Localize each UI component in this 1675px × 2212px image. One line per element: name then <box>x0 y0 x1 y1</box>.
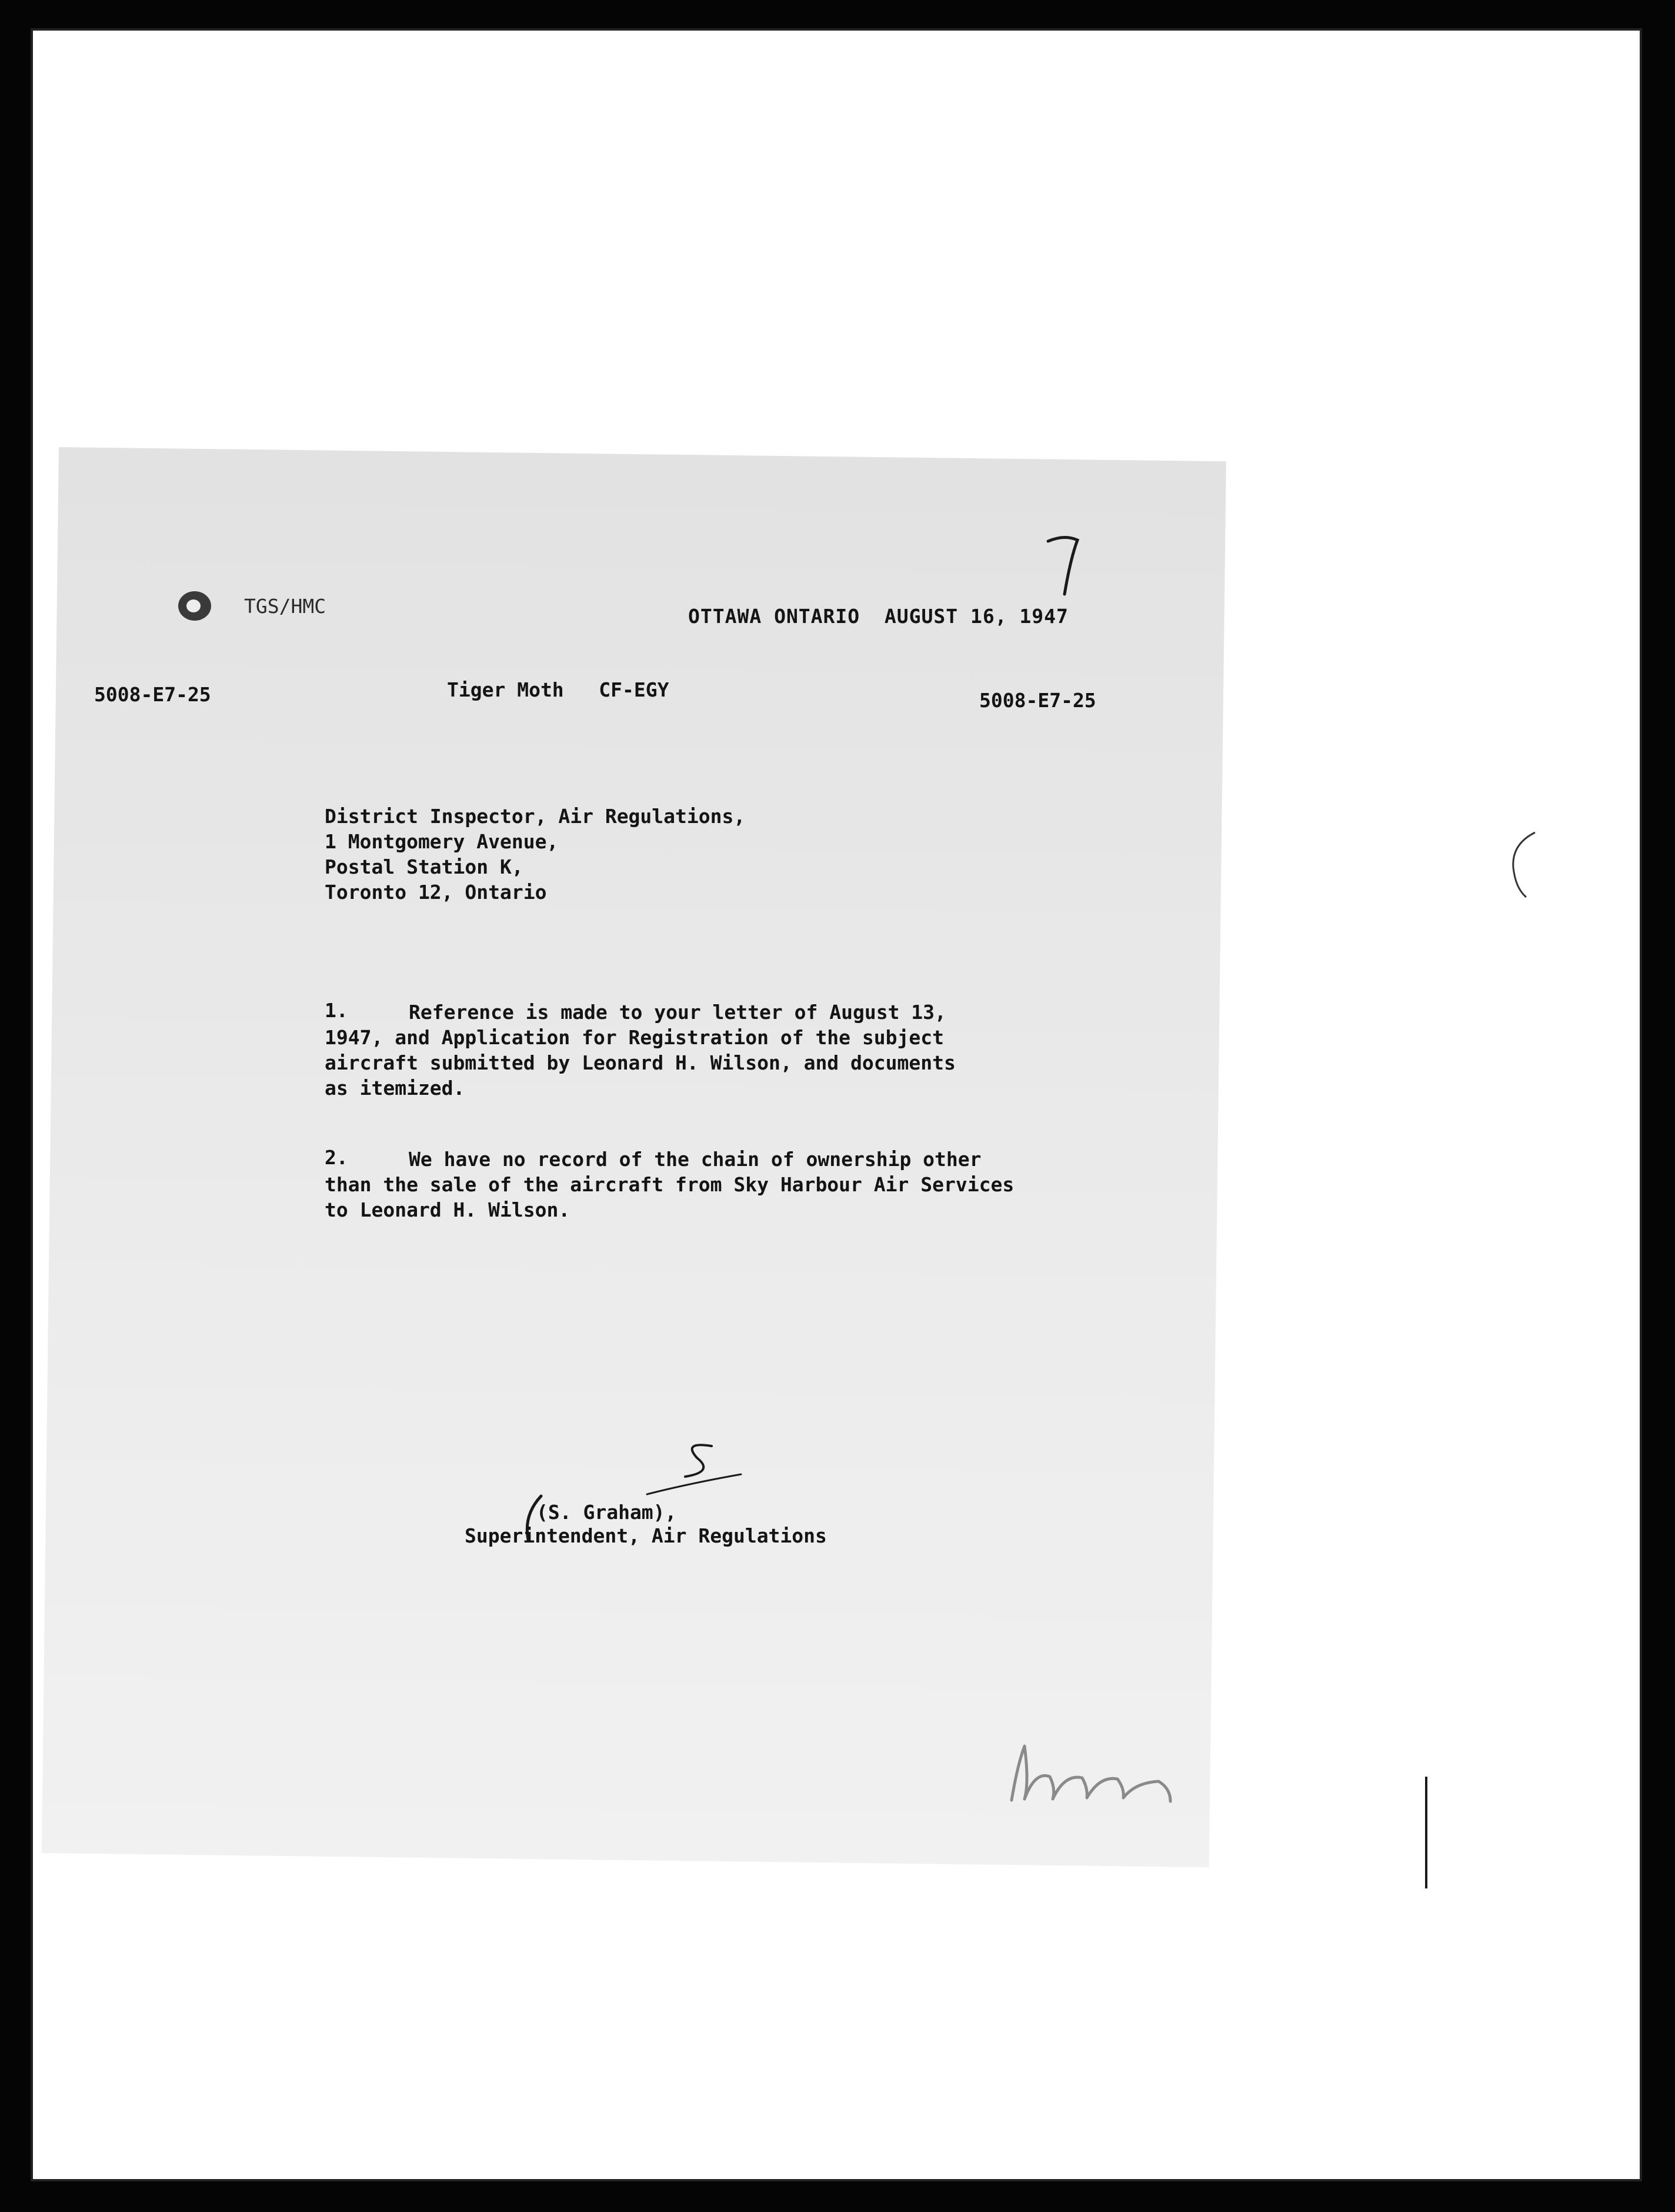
paragraph-line: as itemized. <box>325 1077 465 1100</box>
reference-initials: TGS/HMC <box>244 595 326 618</box>
initial-mark <box>641 1435 747 1500</box>
page-number-mark <box>1041 529 1088 600</box>
address-line: 1 Montgomery Avenue, <box>325 830 559 853</box>
handwritten-initials <box>994 1730 1182 1812</box>
paragraph-line: We have no record of the chain of ownership other <box>409 1148 982 1171</box>
paragraph-line: to Leonard H. Wilson. <box>325 1198 570 1221</box>
margin-line <box>1417 1774 1435 1891</box>
address-line: District Inspector, Air Regulations, <box>325 805 746 828</box>
signatory-title: Superintendent, Air Regulations <box>465 1524 827 1547</box>
place-date: OTTAWA ONTARIO AUGUST 16, 1947 <box>688 605 1069 628</box>
margin-mark <box>1503 827 1544 903</box>
paragraph-number: 2. <box>325 1146 348 1169</box>
paragraph-line: 1947, and Application for Registration of the subject <box>325 1026 944 1049</box>
paragraph-line: Reference is made to your letter of August 13, <box>409 1001 946 1024</box>
subject-line: Tiger Moth CF-EGY <box>447 678 669 701</box>
punch-hole <box>178 591 211 621</box>
address-line: Postal Station K, <box>325 855 523 878</box>
paragraph-line: than the sale of the aircraft from Sky Harbour Air Services <box>325 1173 1015 1196</box>
paragraph-number: 1. <box>325 999 348 1022</box>
paragraph-line: aircraft submitted by Leonard H. Wilson, and documents <box>325 1051 956 1074</box>
address-line: Toronto 12, Ontario <box>325 881 547 904</box>
file-number-right: 5008-E7-25 <box>979 689 1096 712</box>
signatory-name: (S. Graham), <box>536 1501 677 1524</box>
file-number-left: 5008-E7-25 <box>94 683 211 706</box>
